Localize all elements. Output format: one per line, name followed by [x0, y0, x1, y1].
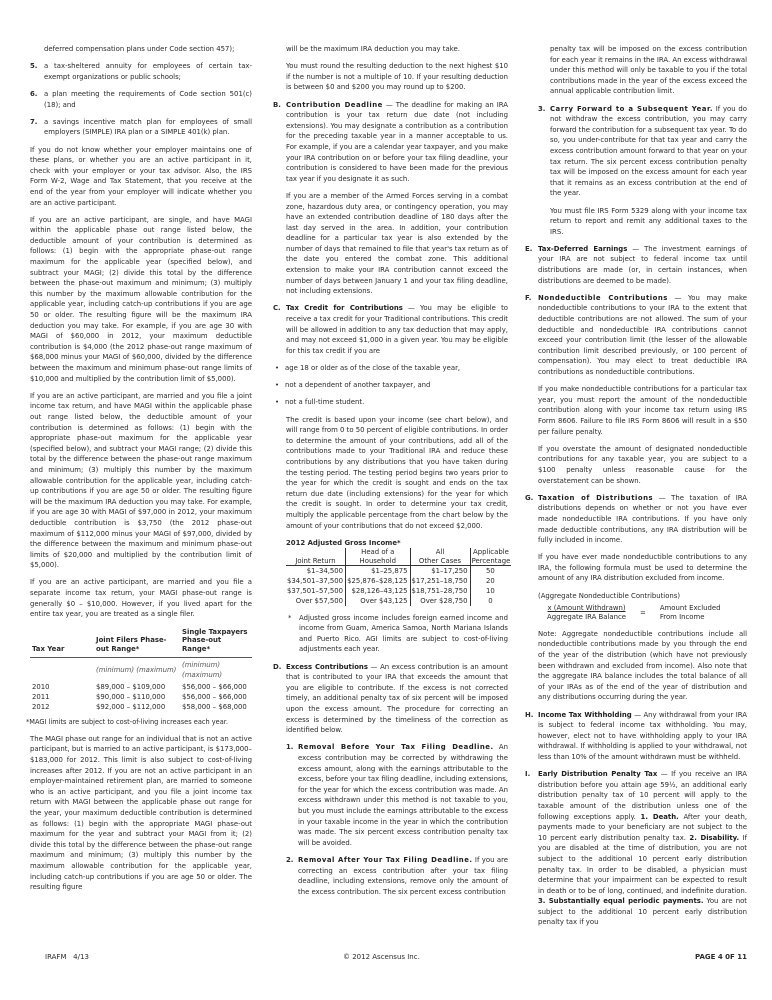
paragraph: The MAGI phase out range for an individual that is not an active participant, but is married to an active participant, is $173,000–$183,000 for 2012. This limit is also subject to cost-of-living increases after 2012. If you are not an active participant in an employer-maintained retirement plan, are married to someone who is an active participant, and you file a joint income tax return with MAGI between the applicable phase out range for the year, your maximum deductible contribution is determined as follows: (1) begin with the appropriate MAGI phase-out maximum for the year and subtract your MAGI from it; (2) divide this total by the difference between the phase-out range maximum and minimum; (3) multiply this number by the maximum allowable contribution for the applicable year, including catch-up contributions if you are age 50 or older. The resulting figure: [30, 734, 252, 892]
table-cell: 50: [486, 567, 495, 576]
paragraph: If you are an active participant, are married and you file a joint income tax return, and have MAGI within the applicable phase out range listed below, the deductible amount of your contribution is determined as follows: (1) begin with the appropriate phase-out maximum for the applicable year (specified below), and subtract your MAGI range; (2) divide this total by the difference between the phase-out range maximum and minimum; (3) multiply this number by the maximum allowable contribution for the applicable year, including catch-up contributions if you are age 50 or older. The resulting figure will be the maximum IRA deduction you may take. For example, if you are age 30 with MAGI of $97,000 in 2012, your maximum deductible contribution is $3,750 (the 2012 phase-out maximum of $112,000 minus your MAGI of $97,000, divided by the difference between the maximum and minimum phase-out limits of $20,000 and multiplied by the contribution limit of $5,000).: [30, 391, 252, 570]
subheader: (minimum) (maximum): [182, 660, 223, 679]
table-cell: 2011: [32, 693, 50, 702]
section-g: [525, 493, 747, 546]
table-cell: 2012: [32, 703, 50, 712]
list-title: Removal Before Your Tax Filing Deadline.: [298, 743, 494, 752]
column-left: [26, 44, 252, 899]
list-item-2: [286, 855, 508, 897]
section-text: — The investment earnings of your IRA are not subject to federal income tax until distributions are made (or, in certain instances, when distributions are deemed to be made).: [538, 244, 747, 285]
table-cell: $56,000 – $66,000: [182, 683, 247, 692]
excess-correction-list: [273, 742, 508, 897]
paragraph: Note: Aggregate nondeductible contributions include all nondeductible contributions made by you through the end of the year of the distribution (which have not previously been withdrawn and excluded from income). Also note that the aggregate IRA balance includes the total balance of all of your IRAs as of the end of the year of distribution and any distributions occurring during the year.: [538, 629, 747, 702]
section-text: — You may be eligible to receive a tax credit for your Traditional contributions. This credit will be allowed in addition to any tax deduction that may apply, and may not exceed $1,000 in a given year. You may be eligible for this tax credit if you are: [286, 304, 508, 355]
exception-title: 1. Death.: [640, 812, 679, 821]
list-item-6: [30, 89, 252, 110]
list-number: 5.: [30, 62, 38, 71]
agi-table-title: 2012 Adjusted Gross Income*: [286, 538, 401, 547]
table-row: [30, 682, 252, 692]
table-row: [286, 576, 511, 586]
table-row: [286, 566, 511, 577]
asterisk: *: [288, 613, 292, 622]
table-row: [286, 596, 511, 606]
list-text: a savings incentive match plan for employees of small employers (SIMPLE) IRA plan or a SIMPLE 401(k) plan.: [44, 117, 252, 137]
table-cell: $1–17,250: [410, 566, 470, 577]
section-text: You are not subject to the additional 10 percent early distribution penalty tax if you: [538, 897, 748, 927]
page-number: PAGE 4 0F 11: [694, 953, 747, 961]
formula-denominator: Aggregate IRA Balance: [547, 613, 627, 622]
table-cell: Over $28,750: [410, 596, 470, 606]
subheader: (minimum) (maximum): [96, 665, 177, 674]
table-cell: Over $57,500: [286, 596, 346, 606]
section-title: Income Tax Withholding: [538, 710, 632, 719]
column-header: Joint Filers Phase-out Range*: [94, 628, 180, 657]
section-title: Contribution Deadline: [286, 100, 383, 109]
list-text: An excess contribution may be corrected by withdrawing the excess amount, along with the earnings attributable to the excess, before your tax filing deadline, including extensions, for the year for which the excess contribution was made. An excess withdrawn under this method is not taxable to you, but you must include the earnings attributable to the excess in your taxable income in the year in which the contribution was made. The six percent excess contribution penalty tax will be avoided.: [298, 743, 508, 847]
section-letter: G.: [525, 493, 534, 502]
section-e: [525, 244, 747, 286]
paragraph: If you are an active participant, are single, and have MAGI within the applicable phase out range listed below, the deductible amount of your contribution is determined as follows: (1) begin with the appropriate phase-out range maximum for the applicable year (specified below), and subtract your MAGI; (2) divide this total by the difference between the phase-out maximum and minimum; (3) multiply this number by the maximum allowable contribution for the applicable year, including catch-up contributions if you are age 50 or older. The resulting figure will be the maximum IRA deduction you may take. For example, if you are age 30 with MAGI of $60,000 in 2012, your maximum deductible contribution is $4,000 (the 2012 phase-out range maximum of $68,000 minus your MAGI of $60,000, divided by the difference between the maximum and minimum phase-out range limits of $10,000 and multiplied by the contribution limit of $5,000).: [30, 215, 252, 383]
section-text: — Any withdrawal from your IRA is subject to federal income tax withholding. You may, however, elect not to have withholding apply to your IRA withdrawal. If withholding is applied to your withdrawal, not less than 10% of the amount withdrawn must be withheld.: [538, 710, 747, 761]
table-cell: 0: [488, 597, 493, 606]
list-text: a tax-sheltered annuity for employees of certain tax-exempt organizations or public schools;: [44, 62, 252, 81]
paragraph: If you are an active participant, are married and you file a separate income tax return, your MAGI phase-out range is generally $0 – $10,000. However, if you lived apart for the entire tax year, you are treated as a single filer.: [30, 578, 252, 619]
list-number: 7.: [30, 117, 38, 126]
section-d: [273, 662, 508, 736]
paragraph: The credit is based upon your income (see chart below), and will range from 0 to 50 percent of eligible contributions. In order to determine the amount of your contributions, add all of the contributions made to your Traditional IRA and reduce these contributions by any distributions that you have taken during the testing period. The testing period begins two years prior to the year for which the credit is sought and ends on the tax return due date (including extensions) for the year for which the credit is sought. In order to determine your tax credit, multiply the applicable percentage from the chart below by the amount of your contributions that do not exceed $2,000.: [286, 415, 508, 530]
list-number: 2.: [286, 855, 294, 864]
section-title: Taxation of Distributions: [538, 493, 654, 502]
agi-table-block: [273, 538, 511, 655]
paragraph: If you are a member of the Armed Forces serving in a combat zone, hazardous duty area, or contingency operation, you may have an extended contribution deadline of 180 days after the last day served in the area. In addition, your contribution deadline for a particular tax year is also extended by the number of days that remained to file that year's tax return as of the date you entered the combat zone. This additional extension to make your IRA contribution cannot exceed the number of days between January 1 and your tax filing deadline, not including extensions.: [286, 191, 508, 296]
table-cell: 2010: [32, 683, 50, 692]
table-footnote: *MAGI limits are subject to cost-of-living increases each year.: [26, 717, 228, 726]
table-cell: $37,501–57,500: [286, 586, 346, 596]
list-text: a plan meeting the requirements of Code section 501(c)(18); and: [44, 89, 252, 109]
bullet-list: [273, 363, 508, 408]
section-letter: C.: [273, 304, 281, 313]
section-text: After your death, payments made to your beneficiary are not subject to the 10 percent early distribution penalty tax.: [538, 812, 748, 842]
table-cell: 20: [486, 577, 495, 586]
section-b: [273, 100, 508, 185]
section-title: Nondeductible Contributions: [538, 293, 668, 302]
bullet-item: • age 18 or older as of the close of the taxable year,: [273, 363, 508, 374]
list-item-4-continued: deferred compensation plans under Code section 457);: [44, 45, 235, 53]
table-row: [30, 692, 252, 702]
section-title: Excess Contributions: [286, 662, 368, 671]
section-text: — If you receive an IRA distribution before you attain age 59½, an additional early distribution penalty tax of 10 percent will apply to the taxable amount of the distribution unless one of the following exceptions apply.: [538, 770, 747, 821]
list-number: 6.: [30, 89, 38, 98]
formula-result-line: Amount Excluded: [659, 604, 721, 613]
section-text: — The deadline for making an IRA contribution is your tax return due date (not including extensions). You may designate a contribution as a contribution for the preceding taxable year in a manner acceptable to us. For example, if you are a calendar year taxpayer, and you make your IRA contribution on or before your tax filing deadline, your contribution is considered to have been made for the previous tax year if you designate it as such.: [286, 100, 508, 183]
section-letter: B.: [273, 100, 281, 109]
table-cell: $25,876–$28,125: [346, 576, 410, 586]
column-header: Single Taxpayers Phase-out Range*: [180, 628, 252, 657]
section-text: — You may make nondeductible contributions to your IRA to the extent that deductible contributions are not allowed. The sum of your deductible and nondeductible IRA contributions cannot exceed your contribution limit (the lesser of the allowable contribution limit described previously, or 100 percent of compensation). You may elect to treat deductible IRA contributions as nondeductible contributions.: [538, 293, 747, 376]
exception-title: 2. Disability.: [689, 833, 740, 842]
section-letter: F.: [525, 293, 532, 302]
paragraph: If you have ever made nondeductible contributions to any IRA, the following formula must be used to determine the amount of any IRA distribution excluded from income.: [538, 553, 747, 583]
list-item-2-continued: penalty tax will be imposed on the excess contribution for each year it remains in the IRA. An excess withdrawal under this method will only be taxable to you if the total contributions made in the year of the excess exceed the annual applicable contribution limit.: [550, 45, 747, 96]
list-text: If you are correcting an excess contribution after your tax filing deadline, including extensions, remove only the amount of the excess contribution. The six percent excess contribution: [298, 855, 508, 896]
table-cell: $90,000 – $110,000: [96, 693, 166, 702]
formula-numerator-label: (Aggregate Nondeductible Contributions): [538, 591, 681, 600]
list-text: If you do not withdraw the excess contribution, you may carry forward the contribution for a subsequent tax year. To do so, you under-contribute for that tax year and carry the excess contribution amount forward to that year on your tax return. The six percent excess contribution penalty tax will be imposed on the excess amount for each year that it remains as an excess contribution at the end of the year.: [550, 104, 748, 198]
section-letter: E.: [525, 244, 533, 253]
table-cell: 10: [486, 587, 495, 596]
column-middle: [273, 44, 511, 904]
section-letter: D.: [273, 662, 282, 671]
list-number: 1.: [286, 743, 294, 752]
table-cell: $17,251–18,750: [410, 576, 470, 586]
list-item-5: [30, 61, 252, 82]
paragraph: If you do not know whether your employer maintains one of these plans, or whether you are an active participant in it, check with your employer or your tax advisor. Also, the IRS Form W-2, Wage and Tax Statement, that you receive at the end of the year from your employer will indicate whether you are an active participant.: [30, 145, 252, 207]
column-header: Applicable Percentage: [471, 548, 511, 565]
exclusion-formula: [525, 604, 747, 622]
table-cell: $18,751–28,750: [410, 586, 470, 596]
column-header: Tax Year: [30, 628, 94, 657]
list-title: Removal After Your Tax Filing Deadline.: [298, 855, 473, 864]
section-title: Tax Credit for Contributions: [286, 304, 403, 313]
table-row: [286, 586, 511, 596]
table-cell: Over $43,125: [346, 596, 410, 606]
formula-result-line: From Income: [659, 613, 705, 622]
section-f: [525, 293, 747, 378]
section-title: Tax-Deferred Earnings: [538, 244, 628, 253]
paragraph: If you overstate the amount of designated nondeductible contributions for any taxable year, you are subject to a $100 penalty unless reasonable cause for the overstatement can be shown.: [538, 444, 747, 485]
form-code: IRAFM 4/13: [45, 953, 89, 961]
table-cell: $28,126–43,125: [346, 586, 410, 596]
section-c: [273, 303, 508, 356]
section-letter: I.: [525, 770, 531, 779]
formula-numerator: x (Amount Withdrawn): [547, 604, 626, 613]
section-letter: H.: [525, 710, 534, 719]
formula-fraction: [547, 604, 626, 622]
column-header: Head of a Household: [346, 548, 410, 565]
footnote-text: Adjusted gross income includes foreign earned income and income from Guam, America Samoa, North Mariana Islands and Puerto Rico. AGI limits are subject to cost-of-living adjustments each year.: [299, 613, 508, 654]
paragraph: You must round the resulting deduction to the next highest $10 if the number is not a multiple of 10. If your resulting deduction is between $0 and $200 you may round up to $200.: [286, 62, 508, 92]
table-row: [30, 702, 252, 712]
equals-sign: =: [640, 608, 646, 617]
section-h: [525, 710, 747, 763]
paragraph-continued: will be the maximum IRA deduction you may take.: [286, 45, 460, 53]
list-title: Carry Forward to a Subsequent Year.: [550, 104, 713, 113]
bullet-item: • not a full-time student.: [273, 397, 508, 408]
phaseout-range-table: [30, 628, 252, 713]
column-header: All Other Cases: [410, 548, 470, 565]
agi-footnote: [286, 613, 508, 655]
section-text: — An excess contribution is an amount that is contributed to your IRA that exceeds the amount that you are eligible to contribute. If the excess is not corrected timely, an additional penalty tax of six percent will be imposed upon the excess amount. The procedure for correcting an excess is determined by the timeliness of the correction as identified below.: [286, 662, 509, 735]
table-cell: $89,000 – $109,000: [96, 683, 166, 692]
section-text: If you are disabled at the time of distribution, you are not subject to the additional 10 percent early distribution penalty tax. In order to be disabled, a physician must determine that your impairment can be expected to result in death or to be of long, continued, and indefinite duration.: [538, 833, 748, 895]
column-right: [525, 44, 747, 935]
list-item-3: [538, 104, 747, 199]
list-item-7: [30, 117, 252, 138]
list-item-1: [286, 742, 508, 848]
paragraph: You must file IRS Form 5329 along with your income tax return to report and remit any additional taxes to the IRS.: [550, 206, 747, 236]
section-i: [525, 769, 747, 928]
section-title: Early Distribution Penalty Tax: [538, 770, 658, 779]
table-cell: $1–25,875: [346, 566, 410, 577]
copyright: © 2012 Ascensus Inc.: [343, 953, 420, 961]
table-cell: $58,000 – $68,000: [182, 703, 247, 712]
table-cell: $92,000 – $112,000: [96, 703, 166, 712]
bullet-item: • not a dependent of another taxpayer, and: [273, 380, 508, 391]
table-cell: $34,501–37,500: [286, 576, 346, 586]
table-cell: $1–34,500: [286, 566, 346, 577]
section-text: — The taxation of IRA distributions depends on whether or not you have ever made nondeductible IRA contributions. If you have only made deductible contributions, any IRA distribution will be fully included in income.: [538, 493, 747, 545]
exception-title: 3. Substantially equal periodic payments.: [538, 897, 704, 906]
formula-result: [660, 604, 721, 622]
table-cell: $56,000 – $66,000: [182, 693, 247, 702]
list-number: 3.: [538, 104, 546, 113]
paragraph: If you make nondeductible contributions for a particular tax year, you must report the amount of the nondeductible contribution along with your income tax return using IRS Form 8606. Failure to file IRS Form 8606 will result in a $50 per failure penalty.: [538, 385, 747, 436]
column-header: Joint Return: [286, 548, 346, 565]
agi-table: [286, 548, 511, 606]
